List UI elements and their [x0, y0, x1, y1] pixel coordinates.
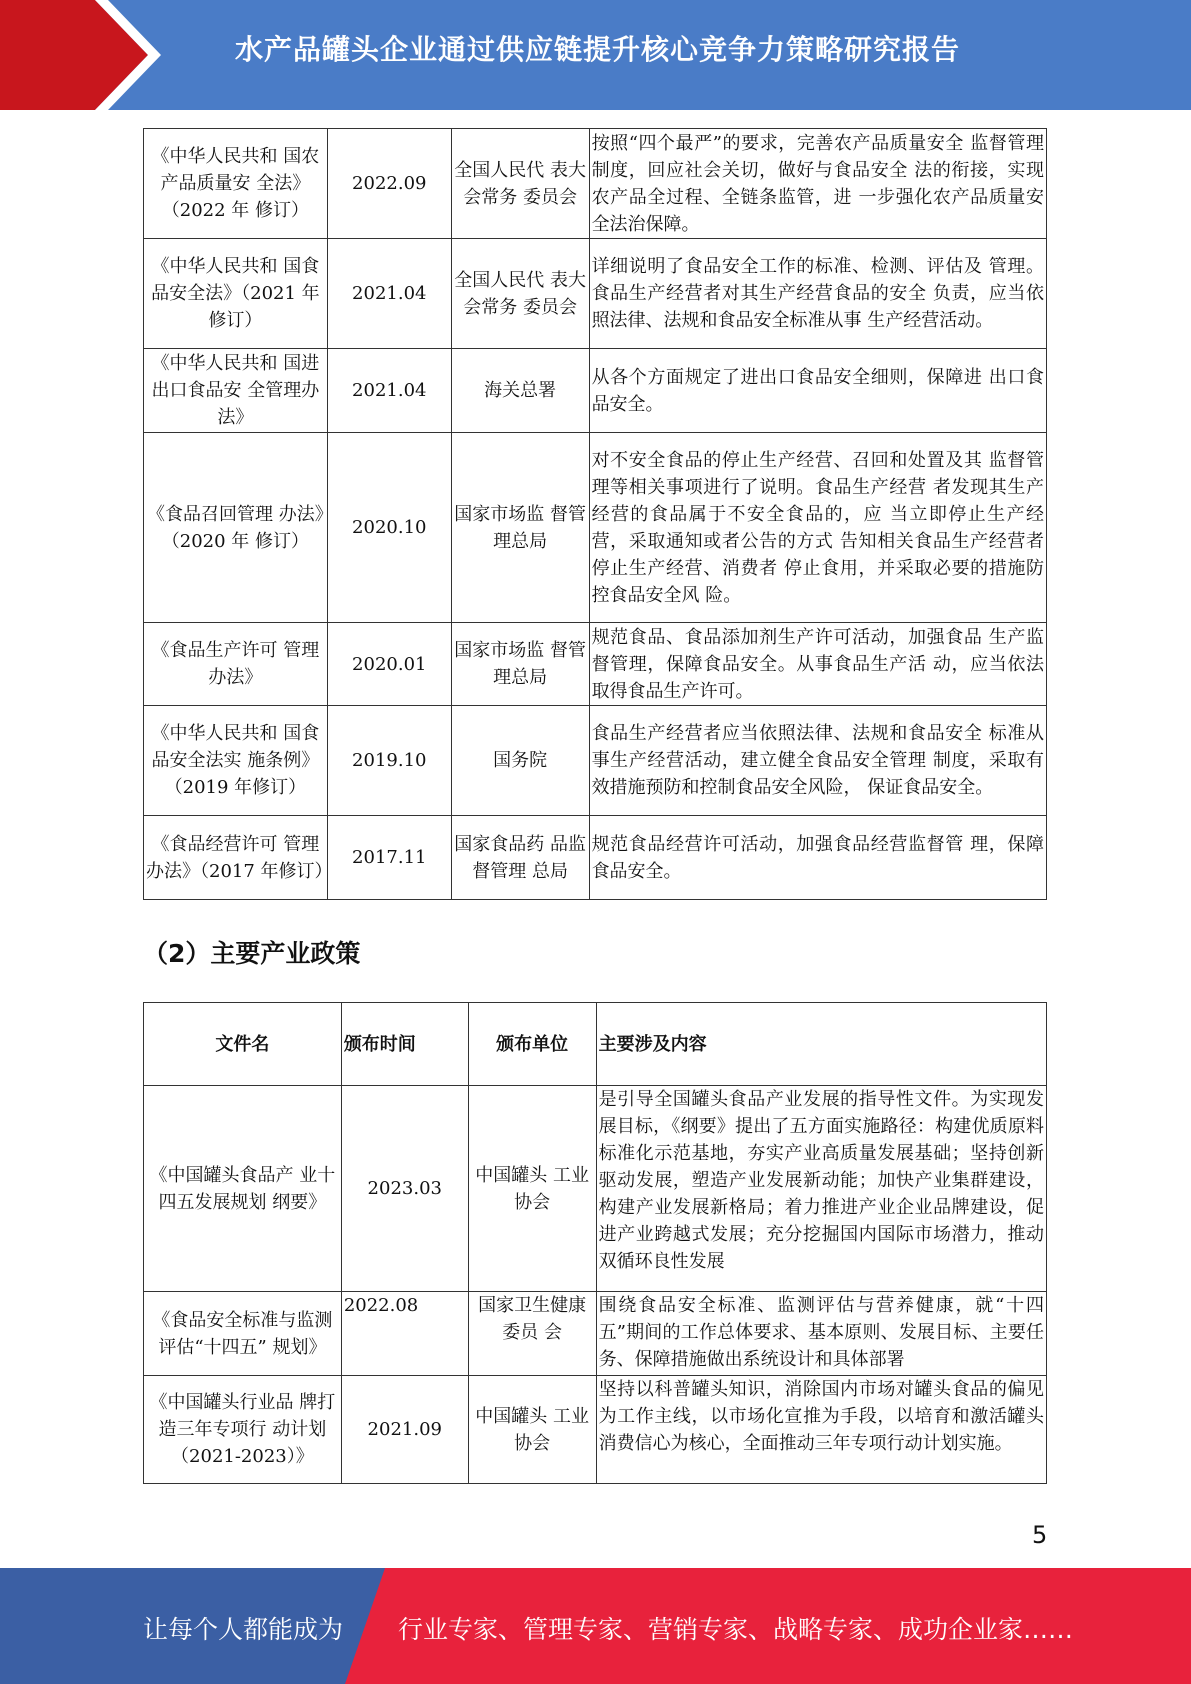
policy-name: 《中国罐头食品产 业十四五发展规划 纲要》: [144, 1086, 342, 1292]
table-row: [144, 433, 1047, 623]
table-row: [144, 239, 1047, 349]
page-number: 5: [1032, 1521, 1048, 1549]
policy-org: 中国罐头 工业协会: [468, 1086, 596, 1292]
law-date: 2020.10: [327, 433, 451, 623]
law-content: 详细说明了食品安全工作的标准、检测、评估及 管理。食品生产经营者对其生产经营食品的安全 负责，应当依照法律、法规和食品安全标准从事 生产经营活动。: [589, 239, 1046, 349]
policy-name: 《食品安全标准与监测评估“十四五” 规划》: [144, 1292, 342, 1376]
law-name: 《食品经营许可 管理办法》（2017 年修订）: [144, 816, 328, 900]
law-org: 全国人民代 表大会常务 委员会: [451, 239, 589, 349]
policy-content: 是引导全国罐头食品产业发展的指导性文件。为实现发展目标，《纲要》提出了五方面实施路径：构建优质原料标准化示范基地，夯实产业高质量发展基础；坚持创新驱动发展，塑造产业发展新动能；加快产业集群建设，构建产业发展新格局；着力推进产业企业品牌建设，促进产业跨越式发展；充分挖掘国内国际市场潜力，推动双循环良性发展: [598, 1089, 1044, 1272]
policy-date: 2021.09: [341, 1376, 468, 1484]
law-date: 2020.01: [327, 623, 451, 706]
col-header-date: 颁布时间: [341, 1003, 468, 1086]
law-content: 从各个方面规定了进出口食品安全细则，保障进 出口食品安全。: [589, 349, 1046, 433]
law-date: 2021.04: [327, 239, 451, 349]
law-table: [143, 128, 1047, 900]
col-header-org: 颁布单位: [468, 1003, 596, 1086]
law-name: 《食品生产许可 管理办法》: [144, 623, 328, 706]
law-date: 2021.04: [327, 349, 451, 433]
table-row: [144, 1086, 1047, 1292]
footer-slogan-right: 行业专家、管理专家、营销专家、战略专家、成功企业家……: [398, 1615, 1074, 1644]
report-title: 水产品罐头企业通过供应链提升核心竞争力策略研究报告: [235, 33, 961, 66]
page-header: [0, 0, 1191, 110]
law-content: 规范食品经营许可活动，加强食品经营监督管 理，保障食品安全。: [589, 816, 1046, 900]
law-date: 2022.09: [327, 129, 451, 239]
law-date: 2017.11: [327, 816, 451, 900]
col-header-name: 文件名: [144, 1003, 342, 1086]
page-footer: [0, 1568, 1191, 1684]
table-row: [144, 349, 1047, 433]
law-org: 国家食品药 品监督管理 总局: [451, 816, 589, 900]
law-org: 全国人民代 表大会常务 委员会: [451, 129, 589, 239]
table-row: [144, 706, 1047, 816]
law-name: 《中华人民共和 国进出口食品安 全管理办法》: [144, 349, 328, 433]
policy-name: 《中国罐头行业品 牌打造三年专项行 动计划（2021-2023）》: [144, 1376, 342, 1484]
table-row: [144, 1292, 1047, 1376]
law-name: 《中华人民共和 国食品安全法》（2021 年修订）: [144, 239, 328, 349]
col-header-content: 主要涉及内容: [596, 1003, 1046, 1086]
table-row: [144, 623, 1047, 706]
law-content: 按照“四个最严”的要求，完善农产品质量安全 监督管理制度，回应社会关切，做好与食品安全 法的衔接，实现农产品全过程、全链条监管，进 一步强化农产品质量安全法治保障。: [589, 129, 1046, 239]
law-content: 对不安全食品的停止生产经营、召回和处置及其 监督管理等相关事项进行了说明。食品生产经营 者发现其生产经营的食品属于不安全食品的，应 当立即停止生产经营，采取通知或者公告的方式 告知相关食品生产经营者停止生产经营、消费者 停止食用，并采取必要的措施防控食品安全风 险。: [589, 433, 1046, 623]
policy-content: 围绕食品安全标准、监测评估与营养健康，就“十四五”期间的工作总体要求、基本原则、发展目标、主要任务、保障措施做出系统设计和具体部署: [598, 1295, 1044, 1370]
table-row: [144, 1376, 1047, 1484]
policy-org: 中国罐头 工业协会: [468, 1376, 596, 1484]
law-name: 《食品召回管理 办法》（2020 年 修订）: [144, 433, 328, 623]
policy-date: 2022.08: [341, 1292, 468, 1376]
section-heading: （2）主要产业政策: [143, 939, 361, 968]
table-row: [144, 129, 1047, 239]
table-row: [144, 816, 1047, 900]
law-org: 海关总署: [451, 349, 589, 433]
law-org: 国务院: [451, 706, 589, 816]
footer-slogan-left: 让每个人都能成为: [143, 1615, 344, 1644]
table-header-row: [144, 1003, 1047, 1086]
policy-table: [143, 1002, 1047, 1484]
law-content: 规范食品、食品添加剂生产许可活动，加强食品 生产监督管理，保障食品安全。从事食品生产活 动，应当依法取得食品生产许可。: [589, 623, 1046, 706]
policy-org: 国家卫生健康委员 会: [468, 1292, 596, 1376]
policy-content: 坚持以科普罐头知识，消除国内市场对罐头食品的偏见为工作主线，以市场化宣推为手段，以培育和激活罐头消费信心为核心，全面推动三年专项行动计划实施。: [598, 1379, 1044, 1454]
law-org: 国家市场监 督管理总局: [451, 623, 589, 706]
law-org: 国家市场监 督管理总局: [451, 433, 589, 623]
law-date: 2019.10: [327, 706, 451, 816]
law-name: 《中华人民共和 国食品安全法实 施条例》（2019 年修订）: [144, 706, 328, 816]
law-name: 《中华人民共和 国农产品质量安 全法》（2022 年 修订）: [144, 129, 328, 239]
policy-date: 2023.03: [341, 1086, 468, 1292]
law-content: 食品生产经营者应当依照法律、法规和食品安全 标准从事生产经营活动，建立健全食品安全管理 制度，采取有效措施预防和控制食品安全风险， 保证食品安全。: [589, 706, 1046, 816]
